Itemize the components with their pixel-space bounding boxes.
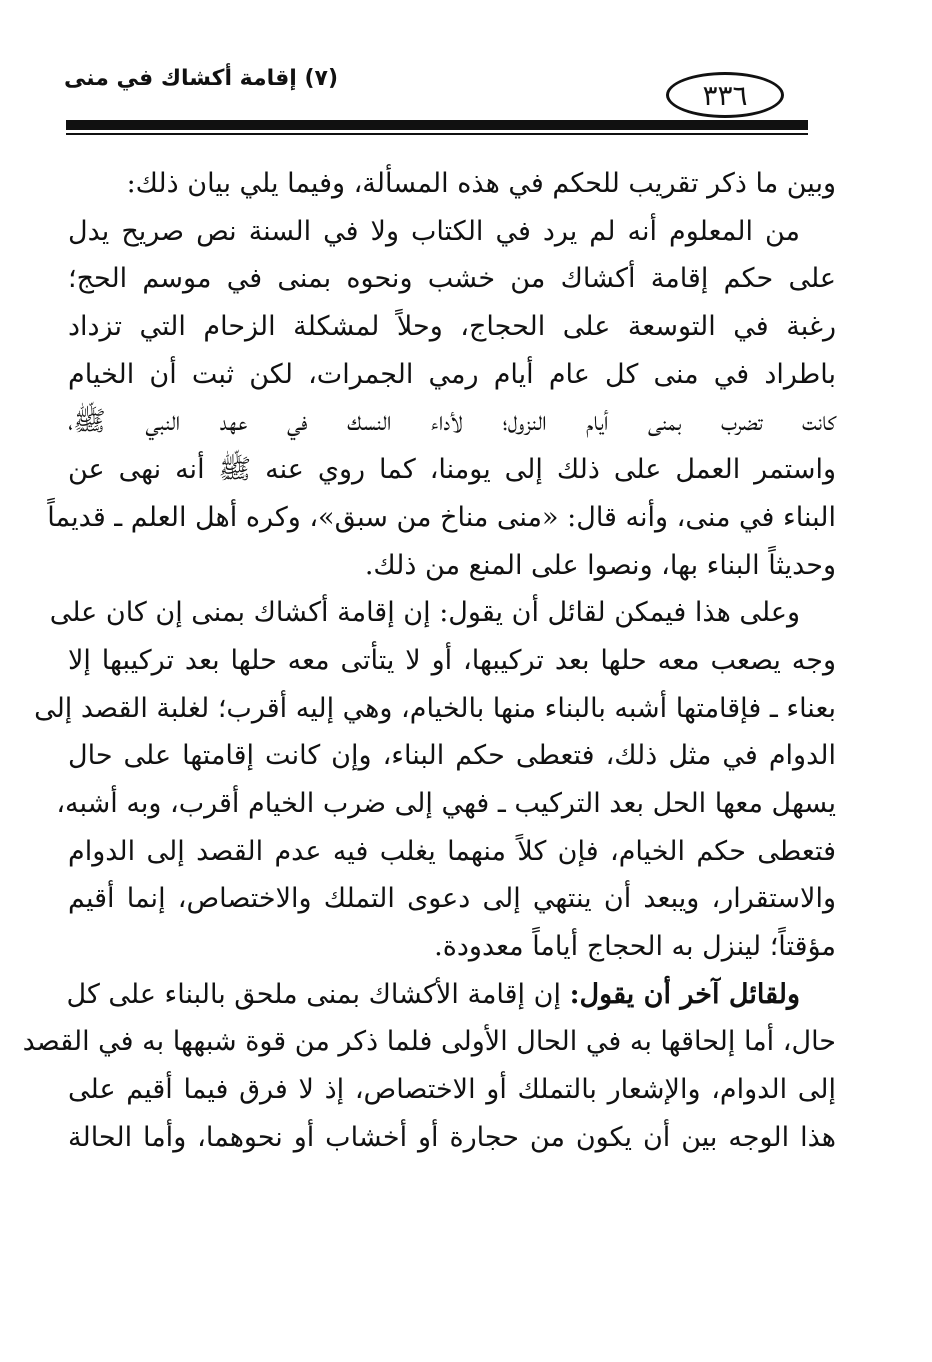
text-line: على حكم إقامة أكشاك من خشب ونحوه بمنى في موسم الحج؛ (68, 263, 836, 295)
text-line: رغبة في التوسعة على الحجاج، وحلاً لمشكلة الزحام التي تزداد (68, 311, 836, 343)
header-rule-thick (66, 120, 808, 130)
text-line: حال، أما إلحاقها به في الحال الأولى فلما ذكر من قوة شبهها به في القصد (22, 1026, 836, 1058)
running-title: (٧) إقامة أكشاك في منى (64, 66, 339, 91)
header-rule-thin (66, 133, 808, 135)
text-line: وعلى هذا فيمكن لقائل أن يقول: إن إقامة أكشاك بمنى إن كان على (49, 597, 800, 629)
text-line: وجه يصعب معه حلها بعد تركيبها، أو لا يتأتى معه حلها بعد تركيبها إلا (68, 644, 836, 676)
text-line: مؤقتاً؛ لينزل به الحجاج أياماً معدودة. (434, 931, 836, 962)
text-line: الدوام في مثل ذلك، فتعطى حكم البناء، وإن كانت إقامتها على حال (68, 740, 836, 772)
text-line (68, 971, 836, 1019)
text-line: واستمر العمل على ذلك إلى يومنا، كما روي عنه ﷺ أنه نهى عن (68, 454, 836, 486)
text-line: وحديثاً البناء بها، ونصوا على المنع من ذلك. (364, 549, 836, 581)
text-line: كانت تضرب بمنى أيام النزول؛ لأداء النسك في عهد النبي ﷺ، (68, 406, 836, 438)
page-number: ٣٣٦ (666, 72, 784, 118)
text-line: وبين ما ذكر تقريب للحكم في هذه المسألة، وفيما يلي بيان ذلك: (126, 168, 836, 199)
text-line-continuation: إن إقامة الأكشاك بمنى ملحق بالبناء على كل (66, 978, 561, 1010)
text-line: والاستقرار، ويبعد أن ينتهي إلى دعوى التملك والاختصاص، إنما أقيم (68, 883, 836, 915)
text-line: البناء في منى، وأنه قال: «منى مناخ من سبق»، وكره أهل العلم ـ قديماً (47, 501, 836, 533)
bold-lead-in: ولقائل آخر أن يقول: (569, 978, 800, 1010)
text-line: من المعلوم أنه لم يرد في الكتاب ولا في السنة نص صريح يدل (68, 215, 800, 247)
text-line: يسهل معها الحل بعد التركيب ـ فهي إلى ضرب الخيام أقرب، وبه أشبه، (56, 787, 836, 819)
text-line: فتعطى حكم الخيام، فإن كلاً منهما يغلب فيه عدم القصد إلى الدوام (68, 835, 836, 867)
body-text (22, 160, 836, 1161)
text-line: بعناء ـ فإقامتها أشبه بالبناء منها بالخيام، وهي إليه أقرب؛ لغلبة القصد إلى (34, 692, 836, 724)
text-line: باطراد في منى كل عام أيام رمي الجمرات، لكن ثبت أن الخيام (68, 358, 836, 390)
text-line: هذا الوجه بين أن يكون من حجارة أو أخشاب أو نحوهما، وأما الحالة (68, 1121, 836, 1153)
text-line: إلى الدوام، والإشعار بالتملك أو الاختصاص، إذ لا فرق فيما أقيم على (68, 1074, 836, 1106)
